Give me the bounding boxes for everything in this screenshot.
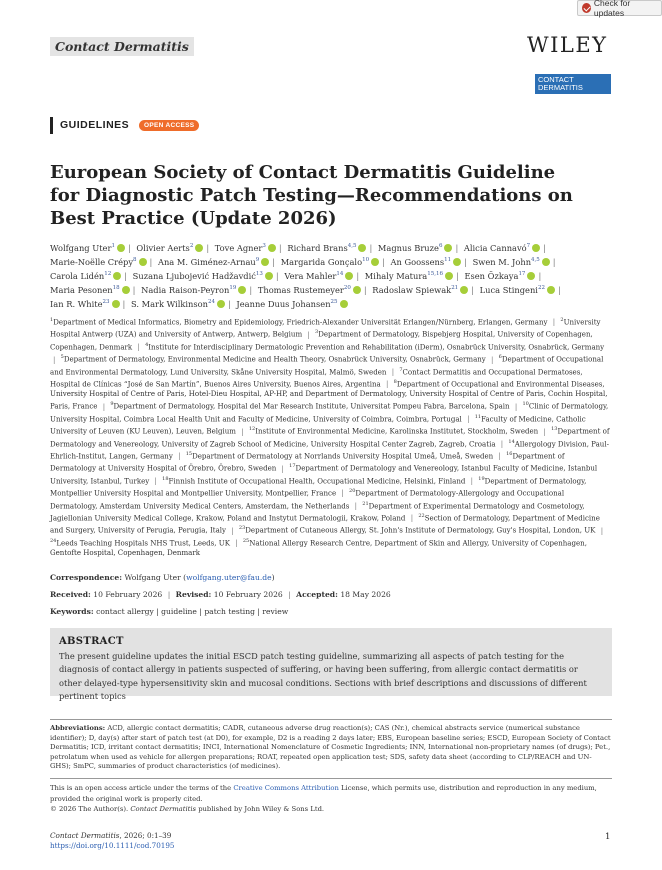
- author-name: Olivier Aerts: [136, 242, 190, 253]
- keywords-text: contact allergy | guideline | patch testing | review: [96, 607, 289, 616]
- author-separator: |: [455, 242, 459, 253]
- author-name: Radoslaw Spiewak: [372, 284, 452, 295]
- affiliation-number: 3: [315, 329, 319, 336]
- author-affiliation-number: 15,16: [427, 271, 443, 278]
- author-separator: |: [557, 284, 561, 295]
- affiliation-separator: |: [307, 329, 310, 339]
- journal-name: Contact Dermatitis: [55, 39, 189, 54]
- author[interactable]: [50, 271, 121, 281]
- check-for-updates-button[interactable]: [577, 0, 662, 16]
- author[interactable]: [136, 243, 203, 253]
- check-badge-icon: [582, 3, 591, 13]
- author-name: Suzana Ljubojević Hadžavdić: [132, 270, 256, 281]
- orcid-icon[interactable]: [547, 286, 555, 294]
- affiliation-separator: |: [386, 379, 389, 389]
- affiliation-separator: |: [514, 401, 518, 411]
- author[interactable]: [378, 243, 453, 253]
- affiliation-separator: |: [102, 401, 106, 411]
- author-name: Swen M. John: [472, 256, 532, 267]
- author[interactable]: [50, 257, 147, 267]
- author-affiliation-number: 4,5: [531, 257, 540, 264]
- orcid-icon[interactable]: [358, 244, 366, 252]
- author[interactable]: [258, 285, 361, 295]
- affiliation-separator: |: [241, 426, 244, 436]
- affiliation-separator: |: [53, 354, 56, 364]
- author[interactable]: [372, 285, 468, 295]
- author-affiliation-number: 12: [104, 271, 112, 278]
- orcid-icon[interactable]: [265, 272, 273, 280]
- affiliation-number: 22: [418, 512, 425, 519]
- orcid-icon[interactable]: [238, 286, 246, 294]
- affiliation-separator: |: [543, 426, 546, 436]
- affiliation-text: Department of Dermatology at University Hospital of Örebro, Örebro, Sweden: [50, 451, 565, 473]
- correspondence: Correspondence: Wolfgang Uter (wolfgang.uter@fau.de): [50, 573, 275, 582]
- accepted-date: 18 May 2026: [340, 590, 391, 599]
- correspondence-email-link[interactable]: wolfgang.uter@fau.de: [186, 573, 272, 582]
- copyright-journal: Contact Dermatitis: [130, 805, 197, 813]
- affiliation-separator: |: [137, 342, 140, 352]
- affiliation-separator: |: [498, 451, 501, 461]
- check-for-updates-label: Check for updates: [593, 0, 631, 18]
- orcid-icon[interactable]: [371, 258, 379, 266]
- accepted-label: Accepted:: [296, 590, 338, 599]
- author-name: Ian R. White: [50, 299, 103, 310]
- keywords: [50, 607, 288, 616]
- affiliation-separator: |: [178, 451, 181, 461]
- affiliation-separator: |: [410, 513, 414, 523]
- author-separator: |: [356, 270, 360, 281]
- author-name: Mihaly Matura: [364, 270, 428, 281]
- publisher-logo: WILEY: [527, 33, 608, 57]
- author[interactable]: [281, 257, 379, 267]
- author[interactable]: [158, 257, 269, 267]
- affiliation-number: 15: [185, 450, 193, 457]
- author-separator: |: [275, 270, 279, 281]
- orcid-icon[interactable]: [542, 258, 550, 266]
- abstract-box: [50, 628, 612, 701]
- affiliation-number: 20: [349, 488, 356, 495]
- affiliation-number: 12: [248, 426, 256, 433]
- copyright-publisher: published by John Wiley & Sons Ltd.: [196, 805, 325, 813]
- author-affiliation-number: 17: [518, 271, 526, 278]
- section-label: GUIDELINES: [60, 119, 130, 131]
- orcid-icon[interactable]: [340, 300, 348, 308]
- author-affiliation-number: 9: [255, 257, 260, 264]
- orcid-icon[interactable]: [444, 244, 452, 252]
- author-separator: |: [124, 270, 128, 281]
- affiliation-separator: |: [231, 525, 234, 535]
- received-label: Received:: [50, 590, 91, 599]
- orcid-icon[interactable]: [527, 272, 535, 280]
- author-separator: |: [464, 256, 467, 267]
- author-affiliation-number: 14: [336, 271, 344, 278]
- affiliation-number: 18: [162, 475, 169, 482]
- citation-journal: Contact Dermatitis: [50, 831, 120, 840]
- author-affiliation-number: 21: [451, 285, 459, 292]
- author-name: Alicia Cannavó: [463, 242, 527, 253]
- author-affiliation-number: 20: [343, 285, 351, 292]
- journal-logo: [535, 74, 611, 94]
- journal-name-tag: [50, 37, 194, 56]
- author-affiliation-number: 10: [362, 257, 370, 264]
- affiliation-text: Department of Dermatology, Bispebjerg Hospital, University of Copenhagen, Copenhagen, Denmark: [50, 329, 593, 352]
- abbreviations-label: Abbreviations:: [50, 724, 106, 732]
- author-separator: |: [456, 270, 459, 281]
- affiliation-text: University Hospital Antwerp (UZA) and University of Antwerp, Antwerp, Belgium: [50, 317, 601, 339]
- author-affiliation-number: 7: [526, 243, 531, 249]
- author-separator: |: [227, 299, 231, 310]
- author-separator: |: [538, 270, 542, 281]
- orcid-icon[interactable]: [112, 300, 120, 308]
- author-name: Ana M. Giménez-Arnau: [157, 256, 256, 267]
- author-separator: |: [552, 256, 556, 267]
- affiliation-text: Contact Dermatitis and Occupational Dermatoses, Hospital de Clínicas “José de San Martín”, Buenos Aires University, Buenos Aires, Argentina: [50, 366, 583, 389]
- affiliation-separator: |: [600, 525, 604, 535]
- author-name: Marie-Noëlle Crépy: [50, 256, 134, 267]
- author-name: Luca Stingeni: [479, 284, 538, 295]
- author-separator: |: [543, 242, 546, 253]
- orcid-icon[interactable]: [532, 244, 540, 252]
- author-separator: |: [206, 242, 210, 253]
- author-affiliation-number: 25: [330, 299, 338, 306]
- author-list: [50, 240, 616, 310]
- orcid-icon[interactable]: [345, 272, 353, 280]
- author-separator: |: [149, 256, 153, 267]
- journal-logo-line2: DERMATITIS: [538, 83, 583, 92]
- affiliation-separator: |: [281, 463, 284, 473]
- author[interactable]: [131, 299, 225, 309]
- orcid-icon[interactable]: [113, 272, 121, 280]
- orcid-icon[interactable]: [453, 258, 461, 266]
- affiliation-text: Faculty of Medicine, Catholic University of Leuven (KU Leuven), Leuven, Belgium: [50, 414, 586, 436]
- license-text: This is an open access article under the terms of the: [50, 784, 234, 792]
- divider: [50, 778, 612, 779]
- correspondence-name: Wolfgang Uter: [124, 573, 181, 582]
- affiliation-number: 10: [522, 401, 529, 408]
- citation-details: , 2026; 0:1–39: [119, 831, 172, 840]
- author-affiliation-number: 22: [537, 285, 545, 292]
- affiliation-text: Institute of Environmental Medicine, Karolinska Institutet, Stockholm, Sweden: [255, 426, 539, 436]
- affiliation-text: Department of Dermatology, Environmental Medicine and Health Theory, Osnabrück University, Osnabrück, Germany: [63, 354, 486, 364]
- affiliation-text: Department of Dermatology and Venereology, University of Zagreb School of Medicine, University Hospital Center Zagreb, Zagreb, Croatia: [50, 426, 610, 448]
- keywords-label: Keywords:: [50, 607, 94, 616]
- affiliation-number: 21: [362, 500, 369, 507]
- license-note: [50, 783, 612, 815]
- author-separator: |: [132, 284, 136, 295]
- orcid-icon[interactable]: [117, 244, 125, 252]
- affiliations: [50, 315, 612, 558]
- revised-label: Revised:: [175, 590, 212, 599]
- author-affiliation-number: 2: [189, 243, 194, 249]
- affiliation-separator: |: [552, 317, 556, 327]
- author-name: Esen Özkaya: [464, 270, 519, 281]
- author-affiliation-number: 13: [255, 271, 263, 278]
- author-affiliation-number: 1: [111, 243, 115, 249]
- affiliation-number: 17: [289, 463, 296, 470]
- author-affiliation-number: 4,5: [347, 243, 357, 249]
- abstract-text: The present guideline updates the initial ESCD patch testing guideline, summarizing all aspects of patch testing for the diagnosis of contact allergy in patients suspected of suffering, or having been suffering, from allergic contact dermatitis or other delayed-type hypersensitivity skin and mucosal conditions. Sections with brief descriptions and discussions of different pertinent topics: [59, 651, 587, 701]
- author-separator: |: [369, 242, 373, 253]
- author[interactable]: [215, 243, 276, 253]
- affiliation-text: Section of Dermatology, Department of Medicine and Surgery, University of Perugia, Perugia, Italy: [50, 513, 600, 535]
- section-marker: [50, 117, 53, 134]
- orcid-icon[interactable]: [445, 272, 453, 280]
- affiliation-separator: |: [354, 500, 358, 510]
- abbreviations: [50, 724, 612, 772]
- author-name: Tove Agner: [214, 242, 263, 253]
- orcid-icon[interactable]: [353, 286, 361, 294]
- author-name: Richard Brans: [287, 242, 348, 253]
- author-affiliation-number: 11: [444, 257, 452, 264]
- affiliation-text: Allergology Division, Paul-Ehrlich-Institut, Langen, Germany: [50, 438, 609, 461]
- affiliation-number: 8: [393, 378, 397, 385]
- author-affiliation-number: 23: [102, 299, 110, 306]
- affiliation-number: 1: [50, 317, 54, 323]
- affiliation-separator: |: [154, 476, 157, 486]
- orcid-icon[interactable]: [122, 286, 130, 294]
- author[interactable]: [284, 271, 353, 281]
- author-separator: |: [471, 284, 474, 295]
- open-access-badge: OPEN ACCESS: [139, 120, 199, 131]
- author-name: Vera Mahler: [284, 270, 337, 281]
- affiliation-text: Leeds Teaching Hospitals NHS Trust, Leeds, UK: [56, 538, 230, 548]
- author[interactable]: [480, 285, 555, 295]
- author-name: Carola Lidén: [50, 270, 105, 281]
- affiliation-number: 16: [506, 450, 513, 457]
- author-affiliation-number: 6: [438, 243, 443, 249]
- author[interactable]: [473, 257, 550, 267]
- orcid-icon[interactable]: [139, 258, 147, 266]
- affiliation-text: Department of Dermatology, Hospital del Mar Research Institute, Universitat Pompeu Fabra, Barcelona, Spain: [113, 401, 510, 411]
- affiliation-separator: |: [470, 476, 474, 486]
- affiliation-text: Department of Medical Informatics, Biometry and Epidemiology, Friedrich-Alexander Universität Erlangen/Nürnberg, Erlangen, Germany: [53, 317, 548, 327]
- author-name: Magnus Bruze: [377, 242, 439, 253]
- affiliation-separator: |: [235, 538, 238, 548]
- author[interactable]: [287, 243, 366, 253]
- author-name: Maria Pesonen: [50, 284, 113, 295]
- article-dates: Received: 10 February 2026 | Revised: 10 February 2026 | Accepted: 18 May 2026: [50, 590, 391, 599]
- affiliation-separator: |: [500, 438, 504, 448]
- cc-license-link[interactable]: Creative Commons Attribution: [233, 784, 339, 792]
- author-name: S. Mark Wilkinson: [130, 299, 208, 310]
- author[interactable]: [50, 299, 120, 309]
- copyright-text: © 2026 The Author(s).: [50, 805, 131, 813]
- author-name: Nadia Raison-Peyron: [141, 284, 230, 295]
- affiliation-text: Institute for Interdisciplinary Dermatologic Prevention and Rehabilitation (iDerm), Osnabrück University, Osnabrück, Germany: [148, 342, 605, 352]
- correspondence-label: Correspondence:: [50, 573, 123, 582]
- orcid-icon[interactable]: [217, 300, 225, 308]
- author-separator: |: [249, 284, 253, 295]
- affiliation-text: Clinic of Dermatology, University Hospital, Coimbra Local Health Unit and Faculty of Medicine, University of Coimbra, Coimbra, Portugal: [50, 401, 609, 424]
- author-affiliation-number: 8: [133, 257, 137, 264]
- affiliation-number: 23: [238, 525, 246, 532]
- affiliation-number: 4: [145, 341, 149, 348]
- affiliation-text: Department of Dermatology and Venereology, Istanbul Faculty of Medicine, Istanbul University, Istanbul, Turkey: [50, 463, 598, 486]
- divider: [50, 719, 612, 720]
- orcid-icon[interactable]: [195, 244, 203, 252]
- author-affiliation-number: 3: [262, 243, 266, 249]
- author[interactable]: [464, 271, 535, 281]
- author[interactable]: [133, 271, 273, 281]
- author[interactable]: [365, 271, 453, 281]
- affiliation-number: 11: [474, 413, 482, 420]
- author-separator: |: [272, 256, 276, 267]
- affiliation-number: 9: [110, 401, 114, 408]
- author[interactable]: [141, 285, 246, 295]
- author-affiliation-number: 18: [112, 285, 120, 292]
- author-name: Wolfgang Uter: [50, 242, 112, 253]
- author[interactable]: [236, 299, 347, 309]
- affiliation-text: Department of Cutaneous Allergy, St. John's Institute of Dermatology, Guy's Hospital, London, UK: [245, 525, 596, 535]
- affiliation-separator: |: [467, 414, 470, 424]
- author-separator: |: [122, 299, 126, 310]
- author[interactable]: [50, 243, 125, 253]
- author[interactable]: [391, 257, 462, 267]
- author-separator: |: [127, 242, 131, 253]
- affiliation-separator: |: [341, 488, 344, 498]
- page-number: 1: [605, 832, 611, 842]
- article-title: European Society of Contact Dermatitis Guideline for Diagnostic Patch Testing—Recommendations on Best Practice (Update 2026): [50, 162, 573, 229]
- affiliation-number: 25: [242, 537, 250, 544]
- affiliation-number: 2: [560, 317, 564, 323]
- affiliation-number: 5: [60, 354, 64, 361]
- affiliation-text: Department of Occupational and Environmental Dermatology, Lund University, Skåne University Hospital, Malmö, Sweden: [50, 354, 604, 376]
- affiliation-text: Department of Dermatology at Norrlands University Hospital Umeå, Umeå, Sweden: [192, 451, 494, 461]
- orcid-icon[interactable]: [460, 286, 468, 294]
- affiliation-text: Department of Dermatology, Montpellier University Hospital and Montpellier University, Montpellier, France: [50, 476, 587, 498]
- affiliation-separator: |: [391, 366, 395, 376]
- author[interactable]: [50, 285, 130, 295]
- author-separator: |: [382, 256, 385, 267]
- doi-link[interactable]: https://doi.org/10.1111/cod.70195: [50, 841, 175, 850]
- author-name: An Goossens: [390, 256, 445, 267]
- license-text-end: License, which permits use, distribution and reproduction in any medium, provided the original work is properly cited.: [50, 784, 597, 803]
- affiliation-number: 7: [399, 366, 403, 373]
- affiliation-text: Finnish Institute of Occupational Health, Occupational Medicine, Helsinki, Finland: [168, 476, 466, 486]
- affiliation-text: Department of Experimental Dermatology and Cosmetology, Jagiellonian University Medical College, Krakow, Poland and Instytut Dermatologii, Krakow, Poland: [50, 500, 585, 523]
- orcid-icon[interactable]: [261, 258, 269, 266]
- received-date: 10 February 2026: [93, 590, 163, 599]
- orcid-icon[interactable]: [268, 244, 276, 252]
- affiliation-separator: |: [491, 354, 494, 364]
- affiliation-text: National Allergy Research Centre, Department of Skin and Allergy, University of Copenhagen, Gentofte Hospital, Copenhagen, Denmark: [50, 538, 587, 558]
- author-name: Margarida Gonçalo: [280, 256, 363, 267]
- affiliation-number: 14: [508, 438, 515, 445]
- author-separator: |: [363, 284, 367, 295]
- author-affiliation-number: 19: [229, 285, 237, 292]
- affiliation-number: 6: [498, 354, 502, 361]
- author[interactable]: [464, 243, 540, 253]
- abbreviations-text: ACD, allergic contact dermatitis; CADR, cutaneous adverse drug reaction(s); CAS (Nr.), chemical abstracts service (numerical substance identifier); D, day(s) after start of patch test (at D0), for example, D2 is a reading 2 days later; EBS, European baseline series; ESCD, European Society of Contact Dermatitis; ICD, irritant contact dermatitis; INCI, International Nomenclature of Cosmetic Ingredients; INN, International non-proprietary names (of drugs); Pet., petrolatum when used as vehicle for allergen preparations; ROAT, repeated open application test; SDS, safety data sheet (according to CLP/REACH and UN-GHS); SmPC, summaries of product characteristics (of medicines).: [50, 724, 611, 771]
- journal-logo-line1: CONTACT: [538, 75, 574, 84]
- author-name: Jeanne Duus Johansen: [236, 299, 331, 310]
- affiliation-number: 24: [50, 537, 57, 544]
- author-affiliation-number: 24: [207, 299, 215, 306]
- affiliation-text: Department of Occupational and Environmental Diseases, University Hospital of Centre of Paris, Hotel-Dieu Hospital, AP-HP, and Department of Dermatology, University Hospital of Centre of Paris, Cochin Hospital, Paris, France: [50, 379, 608, 411]
- affiliation-number: 19: [478, 475, 485, 482]
- affiliation-text: Department of Dermatology-Allergology and Occupational Dermatology, Amsterdam University Medical Centers, Amsterdam, the Netherlands: [50, 488, 565, 510]
- affiliation-number: 13: [551, 426, 558, 433]
- abstract-heading: ABSTRACT: [59, 636, 124, 647]
- author-separator: |: [278, 242, 282, 253]
- citation-footer: [50, 831, 175, 851]
- author-name: Thomas Rustemeyer: [257, 284, 344, 295]
- revised-date: 10 February 2026: [213, 590, 283, 599]
